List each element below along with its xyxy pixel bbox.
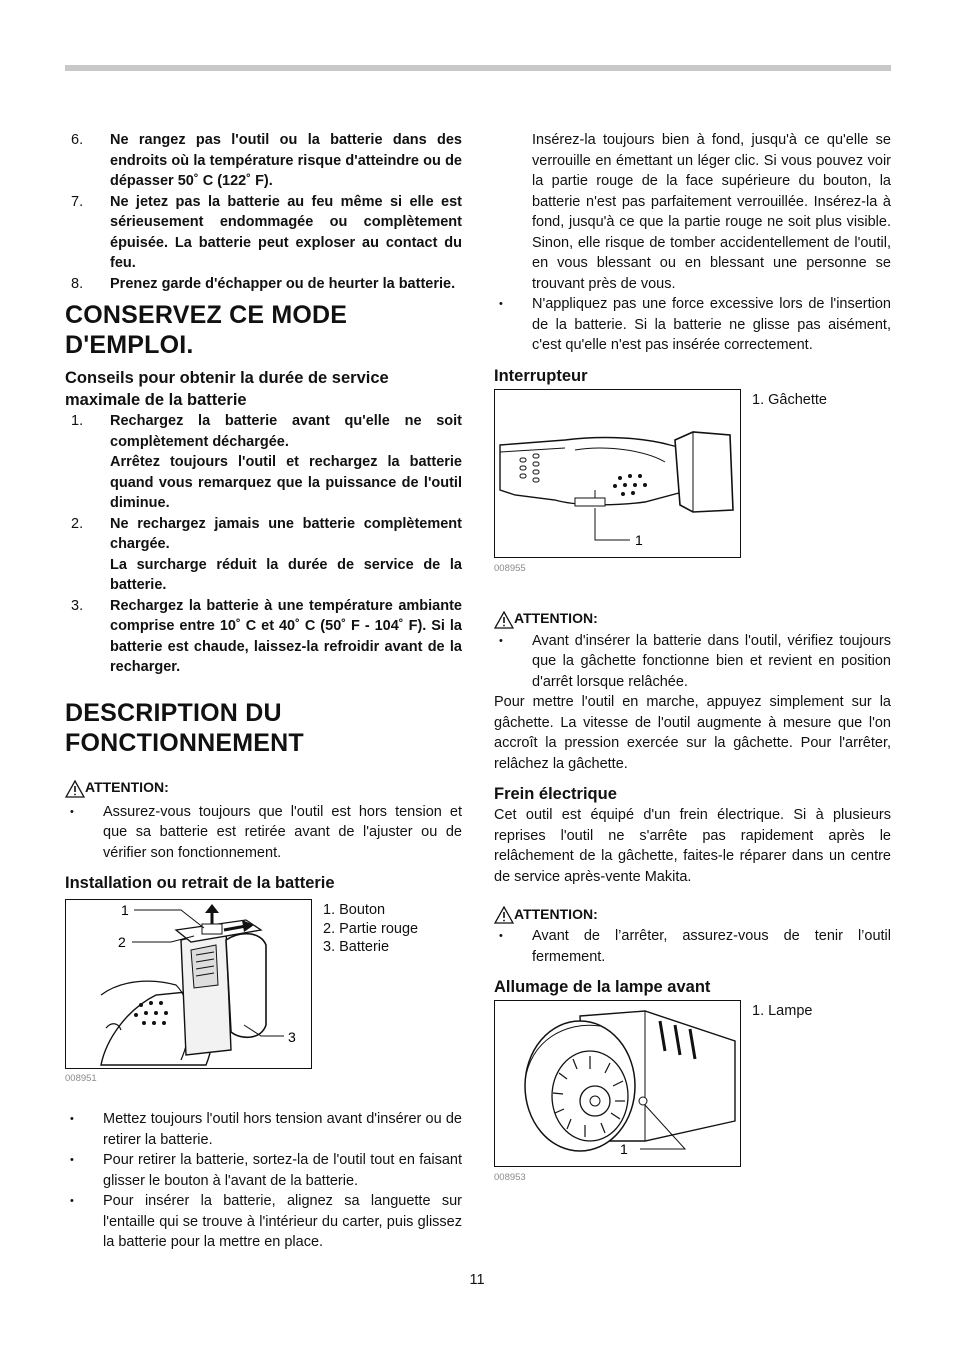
item-subtext: Arrêtez toujours l'outil et rechargez la batterie quand vous remarquez que la puissance de l'outil diminue.	[110, 454, 462, 511]
bullet-text: Avant de l’arrêter, assurez-vous de tenir l’outil fermement.	[532, 928, 891, 965]
caption-batterie: 3. Batterie	[323, 939, 390, 955]
attention-interrupteur-bullet	[494, 631, 891, 693]
attention-bullet	[65, 802, 462, 864]
item-number: 7.	[71, 193, 84, 210]
lamp-callout: 1	[620, 1141, 628, 1157]
callout-1: 1	[121, 902, 129, 918]
figure-switch	[494, 389, 891, 609]
conseils-heading: Conseils pour obtenir la durée de service maximale de la batterie	[65, 369, 389, 409]
conserve-heading: CONSERVEZ CE MODE D'EMPLOI.	[65, 301, 348, 359]
caption-bouton: 1. Bouton	[323, 902, 386, 918]
callout-2: 2	[118, 934, 126, 950]
attention-text: ATTENTION:	[514, 610, 598, 626]
attention-text: ATTENTION:	[514, 905, 598, 922]
switch-caption: 1. Gâchette	[752, 391, 827, 408]
attention-frein-bullet	[494, 926, 891, 967]
frein-heading: Frein électrique	[494, 785, 617, 803]
callout-3: 3	[288, 1029, 296, 1045]
switch-figure-box	[494, 389, 741, 558]
conseil-item-2	[65, 514, 462, 596]
figure-battery	[65, 899, 462, 1109]
install-bullet-2	[65, 1150, 462, 1191]
force-bullet	[494, 294, 891, 356]
bullet-dot: •	[499, 930, 503, 942]
item-number: 8.	[71, 275, 84, 292]
item-text: Ne jetez pas la batterie au feu même si elle est sérieusement endommagée ou complètement épuisée. La batterie peut exploser au contact du feu.	[110, 193, 462, 271]
bullet-dot: •	[499, 634, 503, 647]
attention-text: ATTENTION:	[85, 779, 169, 795]
attention-label	[65, 778, 462, 798]
item-text: Ne rangez pas l'outil ou la batterie dans des endroits où la température risque d'atteindre ou de dépasser 50˚ C (122˚ F).	[110, 132, 462, 189]
switch-callout: 1	[635, 531, 643, 548]
install-heading: Installation ou retrait de la batterie	[65, 874, 335, 892]
caption-partie-rouge: 2. Partie rouge	[323, 920, 419, 937]
item-subtext: La surcharge réduit la durée de service de la batterie.	[110, 556, 462, 593]
bullet-text: Avant d'insérer la batterie dans l'outil, vérifiez toujours que la gâchette fonctionne bien et revient en position d'arrêt lorsque relâchée.	[532, 632, 891, 690]
item-number: 3.	[71, 597, 84, 614]
figure-lamp	[494, 1000, 891, 1190]
warning-icon	[65, 780, 85, 798]
interrupteur-heading: Interrupteur	[494, 366, 588, 385]
conseil-item-3	[65, 596, 462, 678]
switch-illustration	[495, 390, 740, 557]
install-bullet-1	[65, 1109, 462, 1150]
safety-item-6	[65, 130, 462, 192]
description-heading: DESCRIPTION DU FONCTIONNEMENT	[65, 698, 304, 757]
bullet-dot: •	[70, 1113, 74, 1125]
item-text: Rechargez la batterie à une température ambiante comprise entre 10˚ C et 40˚ C (50˚ F - 104˚ F). Si la batterie est chaude, laissez-la refroidir avant de la recharger.	[110, 597, 462, 675]
bullet-dot: •	[499, 298, 503, 310]
lampe-heading: Allumage de la lampe avant	[494, 978, 711, 996]
conseil-item-1	[65, 411, 462, 514]
item-number: 2.	[71, 515, 84, 532]
lamp-figure-box	[494, 1000, 741, 1167]
attention-label	[494, 609, 891, 629]
figure-code: 008955	[494, 562, 526, 574]
battery-illustration	[66, 900, 311, 1068]
left-column	[65, 130, 462, 1253]
frein-text: Cet outil est équipé d'un frein électrique. Si à plusieurs reprises l'outil ne s'arrête pas rapidement après le relâchement de la gâchette, faites-le réparer dans un centre de service après-vente Makita.	[494, 807, 891, 885]
warning-icon	[494, 906, 514, 924]
attention-label	[494, 904, 891, 924]
interrupteur-text: Pour mettre l'outil en marche, appuyez simplement sur la gâchette. La vitesse de l'outil augmente à mesure que l'on accroît la pression exercée sur la gâchette. Pour l'arrêter, relâchez la gâchette.	[494, 694, 891, 772]
figure-captions	[323, 901, 418, 957]
bullet-text: Mettez toujours l'outil hors tension avant d'insérer ou de retirer la batterie.	[103, 1111, 462, 1148]
top-rule	[65, 65, 891, 71]
lamp-illustration	[495, 1001, 740, 1166]
bullet-dot: •	[70, 1154, 74, 1166]
lamp-caption: 1. Lampe	[752, 1003, 813, 1019]
item-number: 1.	[71, 413, 84, 429]
item-text: Ne rechargez jamais une batterie complètement chargée.	[110, 515, 462, 552]
battery-figure-box	[65, 899, 312, 1069]
install-bullet-3	[65, 1191, 462, 1253]
figure-code: 008953	[494, 1172, 526, 1183]
bullet-text: Pour insérer la batterie, alignez sa languette sur l'entaille qui se trouve à l'intérieur du carter, puis glissez la batterie pour la mettre en place.	[103, 1193, 462, 1250]
bullet-text: Assurez-vous toujours que l'outil est hors tension et que sa batterie est retirée avant de l'ajuster ou de vérifier son fonctionnement.	[103, 803, 462, 861]
bullet-dot: •	[70, 1195, 74, 1207]
right-column	[494, 130, 891, 1190]
bullet-text: N'appliquez pas une force excessive lors de l'insertion de la batterie. Si la batterie ne glisse pas aisément, c'est qu'elle n'est pas insérée correctement.	[532, 296, 891, 353]
bullet-text: Pour retirer la batterie, sortez-la de l'outil tout en faisant glisser le bouton à l'avant de la batterie.	[103, 1152, 462, 1189]
warning-icon	[494, 611, 514, 629]
safety-item-7	[65, 192, 462, 274]
continued-text: Insérez-la toujours bien à fond, jusqu'à ce qu'elle se verrouille en émettant un léger clic. Si vous pouvez voir la partie rouge de la face supérieure du bouton, la batterie n'est pas parfaitement verrouillée. Insérez-la à fond, jusqu'à ce que la partie rouge ne soit plus visible. Sinon, elle risque de tomber accidentellement de l'outil, en vous blessant ou en blessant une personne se trouvant près de vous.	[532, 132, 891, 292]
page-number: 11	[469, 1272, 485, 1288]
safety-item-8	[65, 274, 462, 295]
item-text: Prenez garde d'échapper ou de heurter la batterie.	[110, 275, 456, 292]
bullet-dot: •	[70, 805, 74, 818]
item-text: Rechargez la batterie avant qu'elle ne soit complètement déchargée.	[110, 413, 462, 450]
item-number: 6.	[71, 132, 84, 148]
figure-code: 008951	[65, 1073, 97, 1084]
